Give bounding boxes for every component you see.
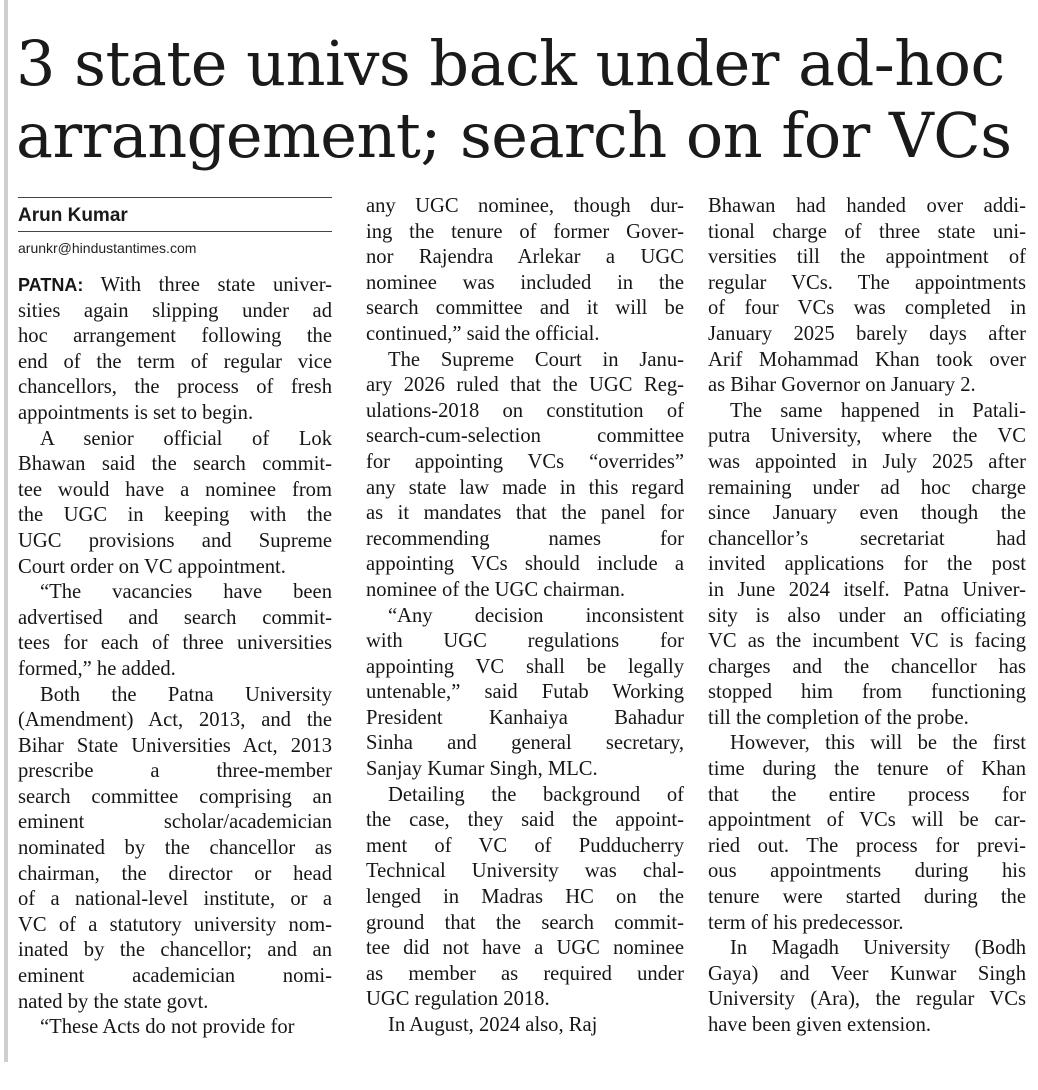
article-line: ous appointments during his (708, 860, 1026, 883)
article-line: advertised and search commit- (18, 606, 332, 629)
article-line: lenged in Madras HC on the (366, 886, 684, 909)
article-line: tee would have a nominee from (18, 478, 332, 501)
article-line: VC of a statutory university nom- (18, 913, 332, 936)
article-line: for appointing VCs “overrides” (366, 450, 684, 473)
article-line: UGC regulation 2018. (366, 988, 550, 1011)
author-email: arunkr@hindustantimes.com (18, 240, 197, 256)
article-line: hoc arrangement following the (18, 325, 332, 348)
article-line: Bhawan had handed over addi- (708, 195, 1026, 217)
article-line: Sinha and general secretary, (366, 732, 684, 755)
article-column-1 (18, 273, 332, 1041)
article-line: of a national-level institute, or a (18, 888, 332, 911)
article-line: VC as the incumbent VC is facing (708, 630, 1026, 653)
article-line: ary 2026 ruled that the UGC Reg- (366, 374, 684, 397)
article-line: eminent academician nomi- (18, 965, 332, 988)
article-line: nominee of the UGC chairman. (366, 578, 626, 601)
article-line: tional charge of three state uni- (708, 220, 1026, 243)
article-line: Sanjay Kumar Singh, MLC. (366, 758, 598, 781)
article-line: regular VCs. The appointments (708, 271, 1026, 294)
headline-line-2: arrangement; search on for VCs (16, 99, 1012, 172)
article-column-3 (708, 194, 1026, 1039)
byline (18, 197, 332, 262)
article-line: Bhawan said the search commit- (18, 453, 332, 476)
article-line: sity is also under an officiating (708, 604, 1026, 627)
article-column-2 (366, 194, 684, 1039)
article-line: as member as required under (366, 962, 684, 985)
article-line: University (Ara), the regular VCs (708, 988, 1026, 1011)
article-line: prescribe a three-member (18, 760, 332, 783)
article-line: ground that the search commit- (366, 911, 684, 934)
article-line: charges and the chancellor has (708, 655, 1026, 678)
article-line: putra University, where the VC (708, 425, 1026, 448)
article-line: chancellors, the process of fresh (18, 376, 332, 399)
article-line: “These Acts do not provide for (40, 1016, 295, 1039)
article-line: remaining under ad hoc charge (708, 476, 1026, 499)
article-line: was appointed in July 2025 after (708, 450, 1026, 473)
article-line: In August, 2024 also, Raj (388, 1014, 598, 1036)
author-name: Arun Kumar (18, 205, 128, 226)
article-line: with UGC regulations for (366, 630, 684, 653)
article-line: inated by the chancellor; and an (18, 939, 332, 962)
article-line: search committee comprising an (18, 785, 332, 808)
article-line: The same happened in Patali- (730, 399, 1026, 422)
article-line: stopped him from functioning (708, 681, 1026, 704)
article-line: Gaya) and Veer Kunwar Singh (708, 962, 1026, 985)
article-line: Both the Patna University (40, 683, 332, 706)
article-line: tee did not have a UGC nominee (366, 937, 684, 960)
article-line: nominated by the chancellor as (18, 837, 332, 860)
article-line: appointing VC shall be legally (366, 655, 684, 678)
article-line-text: With three state univer- (83, 274, 332, 296)
dateline: PATNA: (18, 275, 84, 295)
article-line: A senior official of Lok (40, 427, 332, 450)
article-line: nor Rajendra Arlekar a UGC (366, 246, 684, 269)
article-line: Detailing the background of (388, 783, 684, 806)
article-line: President Kanhaiya Bahadur (366, 706, 684, 729)
article-line: the case, they said the appoint- (366, 809, 684, 832)
article-line: “The vacancies have been (40, 581, 332, 604)
article-line: In Magadh University (Bodh (730, 937, 1026, 960)
article-line: versities till the appointment of (708, 246, 1026, 269)
byline-bottom-rule (18, 231, 332, 232)
article-line: tenure were started during the (708, 886, 1026, 909)
article-line: since January even though the (708, 502, 1026, 525)
headline-line-1: 3 state univs back under ad-hoc (16, 27, 1005, 100)
article-line: untenable,” said Futab Working (366, 681, 684, 704)
article-line: invited applications for the post (708, 553, 1026, 576)
article-line: have been given extension. (708, 1014, 932, 1036)
article-line: appointments is set to begin. (18, 401, 254, 424)
article-line: ment of VC of Pudducherry (366, 834, 684, 857)
article-line: nated by the state govt. (18, 990, 209, 1013)
article-line: Technical University was chal- (366, 860, 684, 883)
article-line: The Supreme Court in Janu- (388, 348, 684, 371)
article-line: sities again slipping under ad (18, 299, 332, 322)
article-line: time during the tenure of Khan (708, 758, 1026, 781)
article-line: chancellor’s secretariat had (708, 527, 1026, 550)
article-line: in June 2024 itself. Patna Univer- (708, 578, 1026, 601)
article-line: ried out. The process for previ- (708, 834, 1026, 857)
article-line (18, 273, 332, 299)
article-line: Arif Mohammad Khan took over (708, 348, 1026, 371)
article-line: formed,” he added. (18, 657, 176, 680)
left-column-rule (4, 0, 8, 1062)
article-line: as Bihar Governor on January 2. (708, 374, 976, 397)
article-line: as it mandates that the panel for (366, 502, 684, 525)
article-line: any state law made in this regard (366, 476, 684, 499)
article-line: Court order on VC appointment. (18, 555, 286, 578)
article-line: January 2025 barely days after (708, 322, 1026, 345)
article-line: ulations-2018 on constitution of (366, 399, 684, 422)
article-line: chairman, the director or head (18, 862, 332, 885)
article-line: ing the tenure of former Gover- (366, 220, 684, 243)
article-line: continued,” said the official. (366, 322, 600, 345)
article-line: the UGC in keeping with the (18, 504, 332, 527)
article-line: appointment of VCs will be car- (708, 809, 1026, 832)
article-line: term of his predecessor. (708, 911, 904, 934)
headline (16, 28, 1026, 172)
article-line: search-cum-selection committee (366, 425, 684, 448)
article-line: end of the term of regular vice (18, 350, 332, 373)
article-line: tees for each of three universities (18, 632, 332, 655)
article-line: appointing VCs should include a (366, 553, 684, 576)
article-line: recommending names for (366, 527, 684, 550)
article-line: eminent scholar/academician (18, 811, 332, 834)
article-line: of four VCs was completed in (708, 297, 1026, 320)
article-line: that the entire process for (708, 783, 1026, 806)
article-line: “Any decision inconsistent (388, 604, 684, 627)
article-line: search committee and it will be (366, 297, 684, 320)
article-line: Bihar State Universities Act, 2013 (18, 734, 332, 757)
article-line: UGC provisions and Supreme (18, 529, 332, 552)
article-line: (Amendment) Act, 2013, and the (18, 709, 332, 732)
article-line: However, this will be the first (730, 732, 1026, 755)
article-line: any UGC nominee, though dur- (366, 195, 684, 217)
article-line: nominee was included in the (366, 271, 684, 294)
article-line: till the completion of the probe. (708, 706, 969, 729)
byline-top-rule (18, 197, 332, 198)
